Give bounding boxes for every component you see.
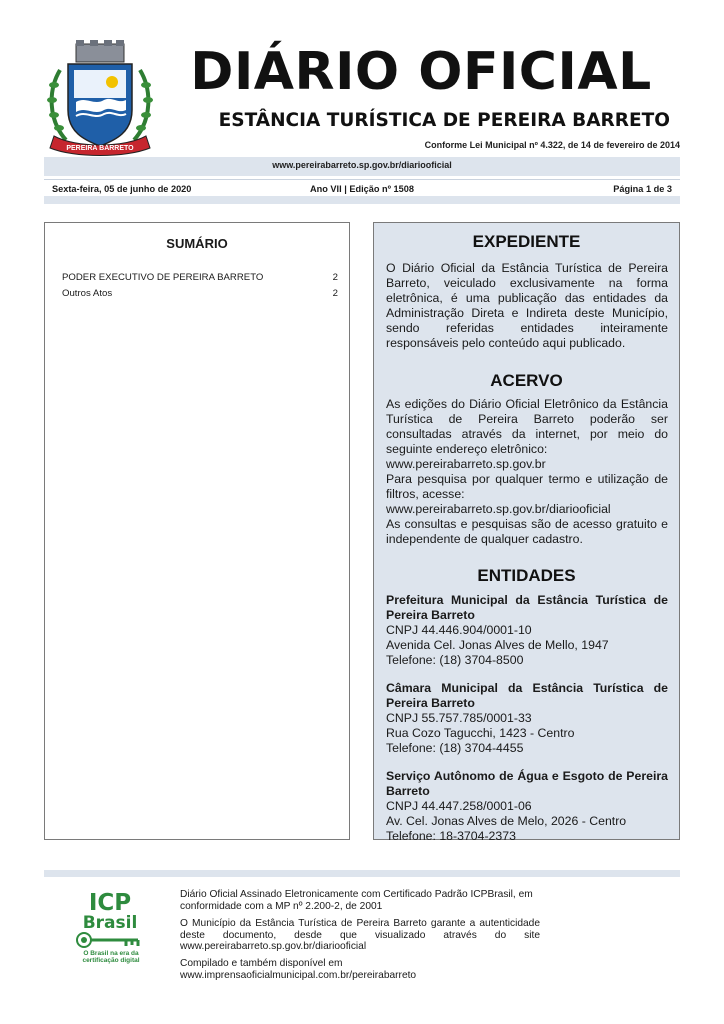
summary-item-page: 2	[332, 288, 338, 299]
icp-brasil-logo	[74, 888, 146, 970]
summary-item-label: Outros Atos	[62, 288, 113, 299]
municipality-subtitle: ESTÂNCIA TURÍSTICA DE PEREIRA BARRETO	[218, 110, 670, 131]
footer-compiled-note: Compilado e também disponível em www.imprensaoficialmunicipal.com.br/pereirabarreto	[180, 958, 417, 981]
site-url[interactable]: www.pereirabarreto.sp.gov.br/diariooficial	[272, 160, 452, 170]
expediente-title: EXPEDIENTE	[472, 232, 581, 251]
entity-block	[386, 593, 668, 668]
summary-item-page: 2	[332, 272, 338, 283]
entity-address: Avenida Cel. Jonas Alves de Mello, 1947	[386, 638, 609, 652]
entity-phone: Telefone: (18) 3704-8500	[386, 653, 524, 667]
acervo-text-1: As edições do Diário Oficial Eletrônico da Estância Turística de Pereira Barreto poderão ser consultadas através da internet, por meio do seguinte endereço eletrônico:	[386, 397, 668, 456]
crest-banner-text: PEREIRA BARRETO	[66, 145, 134, 152]
footer-band	[44, 870, 680, 877]
entity-block	[386, 769, 668, 844]
acervo-text-3: As consultas e pesquisas são de acesso gratuito e independente de qualquer cadastro.	[386, 517, 668, 546]
acervo-title: ACERVO	[490, 371, 563, 390]
entity-block	[386, 681, 668, 756]
entity-cnpj: CNPJ 44.446.904/0001-10	[386, 623, 532, 637]
entity-phone: Telefone: 18-3704-2373	[386, 829, 516, 843]
info-band	[44, 196, 680, 204]
entity-name: Câmara Municipal da Estância Turística de Pereira Barreto	[386, 681, 668, 710]
acervo-url-1[interactable]: www.pereirabarreto.sp.gov.br	[386, 457, 546, 471]
icp-logo-line1: ICP	[88, 890, 132, 916]
summary-title: SUMÁRIO	[166, 236, 228, 251]
newspaper-title: DIÁRIO OFICIAL	[190, 42, 652, 102]
acervo-body	[386, 397, 668, 547]
footer-authenticity-note: O Município da Estância Turística de Pereira Barreto garante a autenticidade deste documento, desde que visualizado através do site www.pereirabarreto.sp.gov.br/diariooficial	[180, 918, 540, 952]
law-reference: Conforme Lei Municipal nº 4.322, de 14 de fevereiro de 2014	[424, 140, 680, 150]
summary-panel	[44, 222, 350, 840]
icp-logo-line2: Brasil	[82, 913, 138, 933]
edition-number: Ano VII | Edição nº 1508	[310, 184, 414, 194]
page-indicator: Página 1 de 3	[613, 184, 672, 194]
divider	[44, 179, 680, 180]
entity-address: Rua Cozo Tagucchi, 1423 - Centro	[386, 726, 575, 740]
footer-certificate-note: Diário Oficial Assinado Eletronicamente com Certificado Padrão ICPBrasil, em conformidade com a MP nº 2.200-2, de 2001	[180, 889, 533, 912]
publication-date: Sexta-feira, 05 de junho de 2020	[52, 184, 192, 194]
icp-tagline: O Brasil na era da certificação digital	[82, 950, 140, 964]
acervo-url-2[interactable]: www.pereirabarreto.sp.gov.br/diariooficial	[386, 502, 611, 516]
entidades-title: ENTIDADES	[477, 566, 576, 585]
municipal-crest-logo	[46, 40, 154, 158]
entity-phone: Telefone: (18) 3704-4455	[386, 741, 524, 755]
entity-name: Serviço Autônomo de Água e Esgoto de Pereira Barreto	[386, 769, 668, 798]
acervo-text-2: Para pesquisa por qualquer termo e utilização de filtros, acesse:	[386, 472, 668, 501]
entity-cnpj: CNPJ 55.757.785/0001-33	[386, 711, 532, 725]
summary-item-label: PODER EXECUTIVO DE PEREIRA BARRETO	[62, 272, 264, 283]
expediente-text: O Diário Oficial da Estância Turística de Pereira Barreto, veiculado exclusivamente na forma eletrônica, é uma publicação das entidades da Administração Direta e Indireta deste Município, sendo referidas entidades inteiramente responsáveis pelo conteúdo aqui publicado.	[386, 261, 668, 350]
entity-address: Av. Cel. Jonas Alves de Melo, 2026 - Centro	[386, 814, 627, 828]
entity-cnpj: CNPJ 44.447.258/0001-06	[386, 799, 532, 813]
entity-name: Prefeitura Municipal da Estância Turística de Pereira Barreto	[386, 593, 668, 622]
